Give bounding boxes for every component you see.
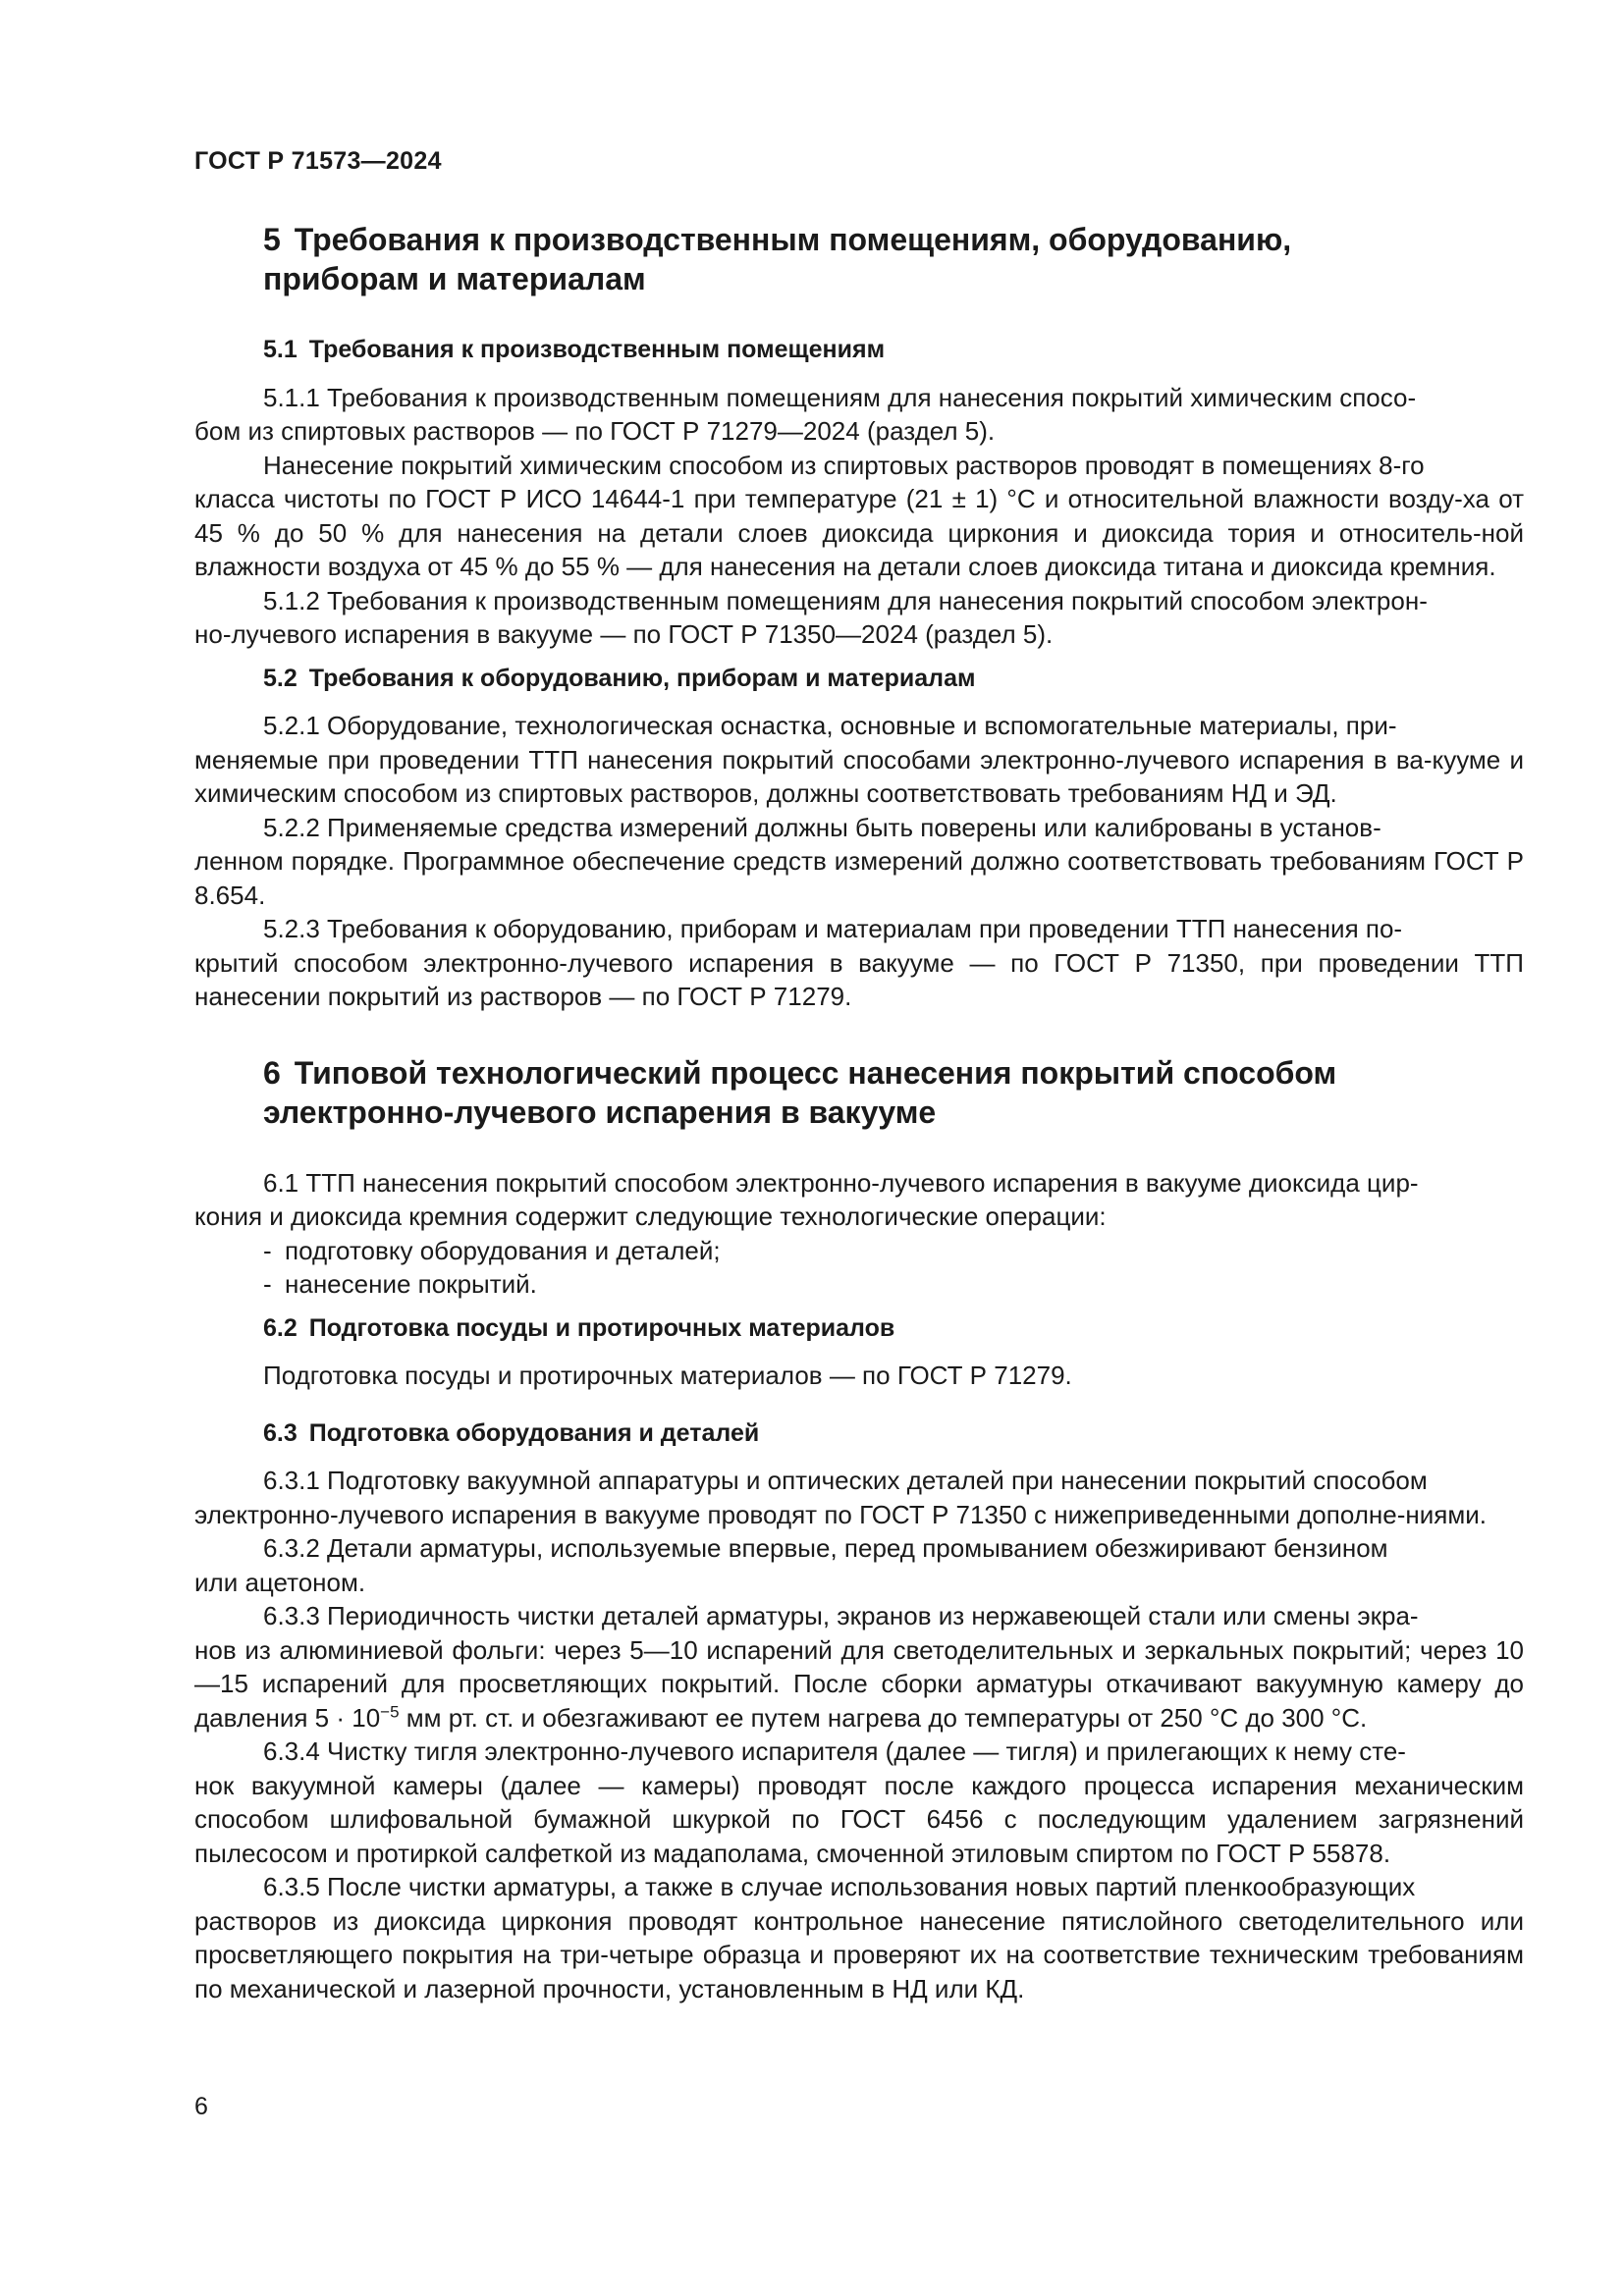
paragraph-5-2-3 bbox=[194, 912, 1524, 1014]
paragraph-first-line: 6.3.5 После чистки арматуры, а также в случае использования новых партий пленкообразующих bbox=[263, 1872, 1416, 1901]
subsection-title: Требования к производственным помещениям bbox=[308, 336, 886, 363]
exponent: −5 bbox=[380, 1701, 400, 1721]
paragraph-text: класса чистоты по ГОСТ Р ИСО 14644-1 при температуре (21 ± 1) °С и относительной влажности возду-ха от 45 % до 50 % для нанесения на детали слоев диоксида циркония и диоксида тория и относитель-ной влажности воздуха от 45 % до 55 % — для нанесения на детали слоев диоксида титана и диоксида кремния. bbox=[194, 484, 1524, 581]
paragraph-6-3-3 bbox=[194, 1599, 1524, 1735]
paragraph-text: нок вакуумной камеры (далее — камеры) проводят после каждого процесса испарения механическим способом шлифовальной бумажной шкуркой по ГОСТ 6456 с последующим удалением загрязнений пылесосом и протиркой салфеткой из мадаполама, смоченной этиловым спиртом по ГОСТ Р 55878. bbox=[194, 1770, 1524, 1868]
paragraph-text-part: нов из алюминиевой фольги: через 5—10 испарений для светоделительных и зеркальных покрытий; через 10—15 испарений для просветляющих покрытий. После сборки арматуры откачивают вакуумную камеру до давления 5 · 10 bbox=[194, 1634, 1524, 1733]
section-6-heading bbox=[263, 1053, 1524, 1132]
section-title-line1: Требования к производственным помещениям, оборудованию, bbox=[294, 222, 1292, 257]
paragraph-6-1 bbox=[194, 1166, 1524, 1234]
subsection-title: Подготовка посуды и протирочных материалов bbox=[308, 1313, 895, 1342]
paragraph-text: ленном порядке. Программное обеспечение средств измерений должно соответствовать требованиям ГОСТ Р 8.654. bbox=[194, 846, 1524, 910]
paragraph-5-2-2 bbox=[194, 811, 1524, 913]
paragraph-first-line: 5.2.2 Применяемые средства измерений должны быть поверены или калиброваны в установ- bbox=[263, 812, 1381, 842]
paragraph-text: или ацетоном. bbox=[194, 1567, 366, 1597]
subsection-6-2-heading bbox=[263, 1311, 1524, 1346]
paragraph-6-3-4 bbox=[194, 1735, 1524, 1870]
list-item-text: нанесение покрытий. bbox=[285, 1269, 537, 1299]
paragraph-first-line: 5.1.1 Требования к производственным помещениям для нанесения покрытий химическим спосо- bbox=[263, 382, 1417, 412]
paragraph-first-line: 5.1.2 Требования к производственным помещениям для нанесения покрытий способом электрон- bbox=[263, 585, 1428, 615]
list-item bbox=[263, 1234, 1524, 1268]
section-number: 6 bbox=[263, 1054, 281, 1091]
section-title-line1: Типовой технологический процесс нанесения покрытий способом bbox=[294, 1054, 1337, 1091]
list-item bbox=[263, 1267, 1524, 1302]
paragraph-6-3-2 bbox=[194, 1531, 1524, 1599]
paragraph-text: растворов из диоксида циркония проводят контрольное нанесение пятислойного светоделительного или просветляющего покрытия на три-четыре образца и проверяют их на соответствие техническим требованиям по механической и лазерной прочности, установленным в НД или КД. bbox=[194, 1905, 1524, 2003]
paragraph-first-line: Нанесение покрытий химическим способом из спиртовых растворов проводят в помещениях 8-го bbox=[263, 450, 1425, 480]
section-title-line2: приборам и материалам bbox=[263, 261, 646, 296]
paragraph-text: но-лучевого испарения в вакууме — по ГОСТ Р 71350—2024 (раздел 5). bbox=[194, 619, 1054, 649]
paragraph-first-line: 6.1 ТТП нанесения покрытий способом электронно-лучевого испарения в вакууме диоксида цир- bbox=[263, 1167, 1419, 1198]
document-code: ГОСТ Р 71573—2024 bbox=[194, 147, 442, 175]
paragraph-5-1-1 bbox=[194, 381, 1524, 449]
page-content bbox=[194, 220, 1524, 2005]
paragraph-5-1-1-b bbox=[194, 449, 1524, 584]
subsection-6-3-heading bbox=[263, 1416, 1524, 1451]
section-title-line2: электронно-лучевого испарения в вакууме bbox=[263, 1094, 937, 1130]
paragraph-text-part: мм рт. ст. и обезгаживают ее путем нагрева до температуры от 250 °С до 300 °С. bbox=[399, 1702, 1368, 1733]
subsection-title: Требования к оборудованию, приборам и материалам bbox=[308, 664, 976, 692]
section-5-heading bbox=[263, 220, 1524, 298]
paragraph-text: меняемые при проведении ТТП нанесения покрытий способами электронно-лучевого испарения в ва-кууме и химическим способом из спиртовых растворов, должны соответствовать требованиям НД и ЭД. bbox=[194, 744, 1524, 808]
list-marker: - bbox=[263, 1235, 272, 1265]
paragraph-6-3-1 bbox=[194, 1464, 1524, 1531]
list-marker: - bbox=[263, 1269, 272, 1299]
paragraph-text bbox=[194, 1633, 1524, 1735]
list-item-text: подготовку оборудования и деталей; bbox=[285, 1235, 721, 1265]
paragraph-6-2: Подготовка посуды и протирочных материалов — по ГОСТ Р 71279. bbox=[263, 1361, 1072, 1390]
page-number: 6 bbox=[194, 2093, 208, 2120]
paragraph-text: бом из спиртовых растворов — по ГОСТ Р 71279—2024 (раздел 5). bbox=[194, 416, 996, 446]
subsection-number: 6.3 bbox=[263, 1418, 298, 1447]
paragraph-text: кония и диоксида кремния содержит следующие технологические операции: bbox=[194, 1201, 1107, 1231]
paragraph-first-line: 6.3.2 Детали арматуры, используемые впервые, перед промыванием обезжиривают бензином bbox=[263, 1533, 1388, 1563]
subsection-5-2-heading bbox=[263, 662, 1524, 696]
subsection-5-1-heading bbox=[263, 333, 1524, 367]
subsection-number: 5.1 bbox=[263, 336, 298, 363]
paragraph-first-line: 5.2.1 Оборудование, технологическая оснастка, основные и вспомогательные материалы, при- bbox=[263, 711, 1397, 740]
paragraph-first-line: 6.3.1 Подготовку вакуумной аппаратуры и оптических деталей при нанесении покрытий способом bbox=[263, 1466, 1428, 1495]
paragraph-text: электронно-лучевого испарения в вакууме проводят по ГОСТ Р 71350 с нижеприведенными дополне-ниями. bbox=[194, 1499, 1487, 1529]
paragraph-first-line: 5.2.3 Требования к оборудованию, приборам и материалам при проведении ТТП нанесения по- bbox=[263, 914, 1403, 943]
paragraph-6-3-5 bbox=[194, 1870, 1524, 2005]
paragraph-first-line: 6.3.3 Периодичность чистки деталей арматуры, экранов из нержавеющей стали или смены экра- bbox=[263, 1601, 1419, 1630]
paragraph-first-line: 6.3.4 Чистку тигля электронно-лучевого испарителя (далее — тигля) и прилегающих к нему сте- bbox=[263, 1736, 1406, 1766]
subsection-number: 6.2 bbox=[263, 1313, 298, 1342]
paragraph-text: крытий способом электронно-лучевого испарения в вакууме — по ГОСТ Р 71350, при проведении ТТП нанесении покрытий из растворов — по ГОСТ Р 71279. bbox=[194, 947, 1524, 1011]
subsection-title: Подготовка оборудования и деталей bbox=[308, 1418, 760, 1447]
subsection-number: 5.2 bbox=[263, 664, 298, 692]
paragraph-5-2-1 bbox=[194, 709, 1524, 811]
section-number: 5 bbox=[263, 222, 281, 257]
paragraph-5-1-2 bbox=[194, 584, 1524, 652]
